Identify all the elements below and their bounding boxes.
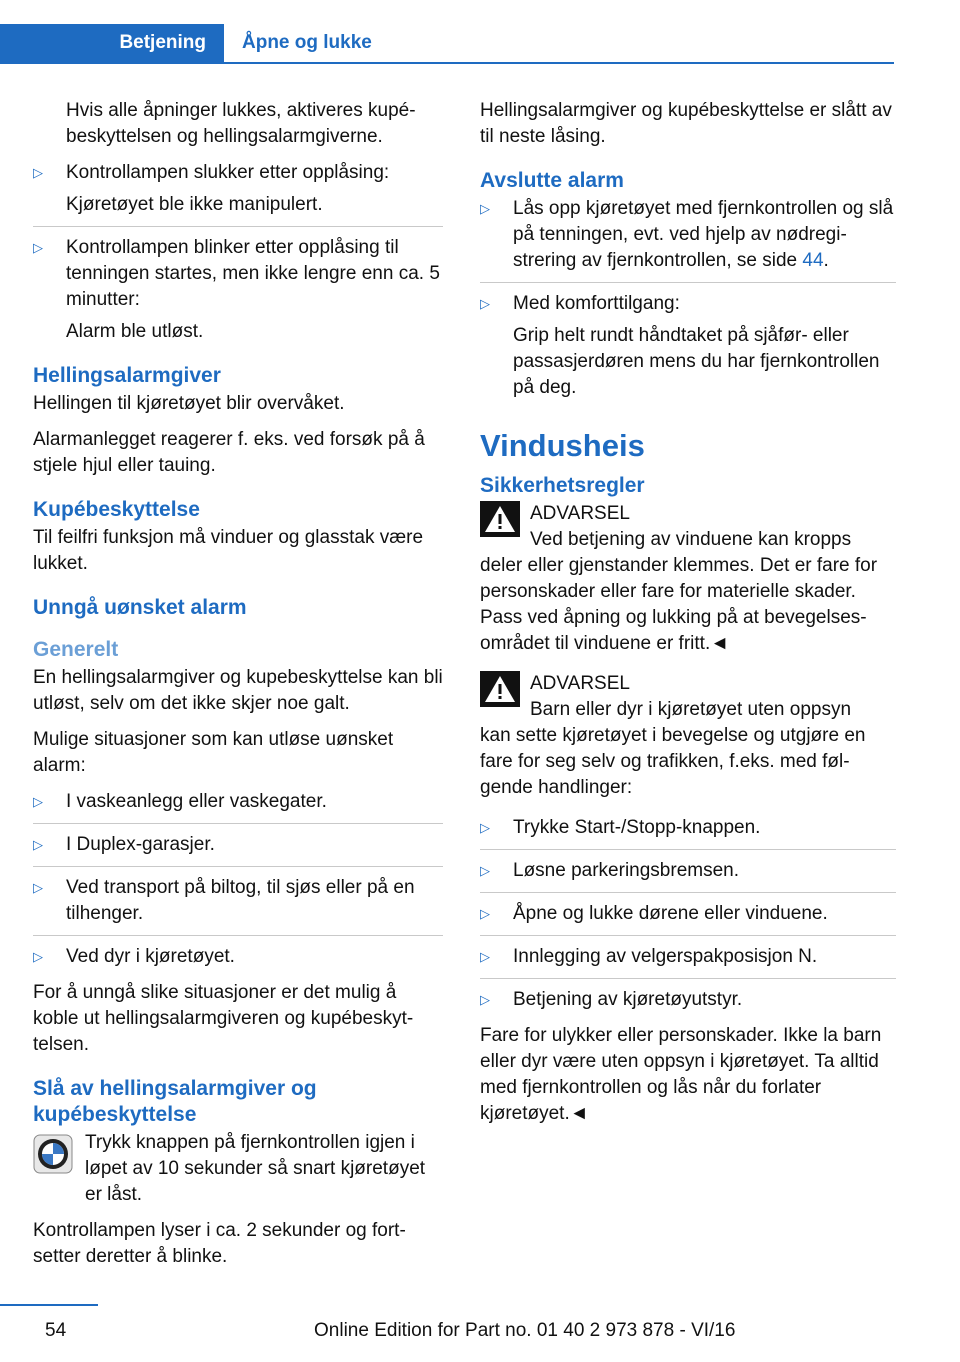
triangle-right-icon: ▷ <box>480 820 490 835</box>
left-column <box>33 98 443 1280</box>
triangle-right-icon: ▷ <box>480 296 490 311</box>
list-item-text: Ved transport på biltog, til sjøs eller på en tilhenger. <box>66 877 415 924</box>
list-item <box>480 815 896 850</box>
triangle-right-icon: ▷ <box>33 165 43 180</box>
triangle-right-icon: ▷ <box>33 794 43 809</box>
triangle-right-icon: ▷ <box>33 240 43 255</box>
list-item <box>33 832 443 867</box>
list-item-subtext: Alarm ble utløst. <box>66 321 204 342</box>
page-header <box>0 24 894 64</box>
triangle-right-icon: ▷ <box>33 949 43 964</box>
list-item <box>480 858 896 893</box>
warning-title: ADVARSEL <box>530 503 630 524</box>
heading-vindusheis: Vindusheis <box>480 428 645 463</box>
list-item-text-end: . <box>823 250 829 271</box>
warning-triangle-icon <box>480 501 520 537</box>
list-item <box>33 160 443 227</box>
list-item-text: I vaskeanlegg eller vaskegater. <box>66 791 327 812</box>
list-item-subtext: Grip helt rundt håndtaket på sjåfør- eller passasjerdøren mens du har fjernkontrollen på deg. <box>513 325 880 398</box>
list-item <box>33 789 443 824</box>
list-item-subtext: Kjøretøyet ble ikke manipulert. <box>66 194 323 215</box>
footer-rule <box>0 1304 98 1306</box>
list-item-text: Ved dyr i kjøretøyet. <box>66 946 235 967</box>
paragraph: Alarmanlegget reagerer f. eks. ved forsøk på å stjele hjul eller tauing. <box>33 429 425 476</box>
triangle-right-icon: ▷ <box>480 949 490 964</box>
paragraph: Kontrollampen lyser i ca. 2 sekunder og fortsetter deretter å blinke. <box>33 1220 406 1267</box>
list-item <box>480 901 896 936</box>
section-tab-betjening <box>0 24 224 62</box>
heading-unnga-uonsket-alarm: Unngå uønsket alarm <box>33 596 247 619</box>
paragraph: Mulige situasjoner som kan utløse uønsket alarm: <box>33 729 394 776</box>
warning-text: Barn eller dyr i kjøretøyet uten oppsyn <box>530 699 852 720</box>
warning-block <box>480 501 896 657</box>
list-item <box>480 291 896 401</box>
heading-avslutte-alarm: Avslutte alarm <box>480 169 624 192</box>
heading-sla-av: Slå av hellingsalarmgiver og kupébeskyttelse <box>33 1077 317 1126</box>
intro-paragraph: Hvis alle åpninger lukkes, aktiveres kupébeskyttelsen og hellingsalarmgiverne. <box>66 100 416 147</box>
list-item <box>33 944 443 970</box>
paragraph: For å unngå slike situasjoner er det mulig å koble ut hellingsalarmgiveren og kupébeskyttelsen. <box>33 982 414 1055</box>
footer-edition: Online Edition for Part no. 01 40 2 973 878 - VI/16 <box>314 1320 736 1341</box>
triangle-right-icon: ▷ <box>33 880 43 895</box>
list-item-text: Trykke Start-/Stopp-knappen. <box>513 817 761 838</box>
list-item <box>33 235 443 345</box>
list-item-text: Kontrollampen blinker etter opplåsing til tenningen startes, men ikke lengre enn ca. 5 minutter: <box>66 237 440 310</box>
warning-text: Ved betjening av vinduene kan kropps <box>530 529 852 550</box>
paragraph: Til feilfri funksjon må vinduer og glasstak være lukket. <box>33 527 424 574</box>
triangle-right-icon: ▷ <box>480 992 490 1007</box>
page-number: 54 <box>45 1320 67 1341</box>
list-item <box>480 196 896 283</box>
warning-text: kan sette kjøretøyet i bevegelse og utgjøre en fare for seg selv og trafikken, f.eks. med følgende handlinger: <box>480 725 866 798</box>
list-item-text: Med komforttilgang: <box>513 293 680 314</box>
remote-instruction <box>33 1130 443 1208</box>
section-tab-label: Betjening <box>119 32 206 53</box>
triangle-right-icon: ▷ <box>480 201 490 216</box>
chapter-tab-apne-og-lukke: Åpne og lukke <box>242 32 372 53</box>
warning-title: ADVARSEL <box>530 673 630 694</box>
heading-kupebeskyttelse: Kupébeskyttelse <box>33 498 200 521</box>
list-item-text: Kontrollampen slukker etter opplåsing: <box>66 162 390 183</box>
paragraph: Hellingsalarmgiver og kupébeskyttelse er slått av til neste låsing. <box>480 100 892 147</box>
heading-sikkerhetsregler: Sikkerhetsregler <box>480 474 645 497</box>
triangle-right-icon: ▷ <box>480 863 490 878</box>
paragraph: Hellingen til kjøretøyet blir overvåket. <box>33 393 345 414</box>
paragraph: En hellingsalarmgiver og kupebeskyttelse kan bli utløst, selv om det ikke skjer noe galt. <box>33 667 443 714</box>
heading-generelt: Generelt <box>33 638 119 661</box>
list-item-text: Løsne parkeringsbremsen. <box>513 860 739 881</box>
right-column <box>480 98 896 1137</box>
warning-block <box>480 671 896 801</box>
list-item-text: Betjening av kjøretøyutstyr. <box>513 989 743 1010</box>
paragraph: Fare for ulykker eller personskader. Ikke la barn eller dyr være uten oppsyn i kjøretøyet. Ta alltid med fjernkontrollen og lås når du forlater kjøretøyet.◄ <box>480 1025 882 1124</box>
list-item-text: Lås opp kjøretøyet med fjernkontrollen og slå på tenningen, evt. ved hjelp av nødregistrering av fjernkontrollen, se side <box>513 198 894 271</box>
warning-text: deler eller gjenstander klemmes. Det er fare for personskader eller fare for materielle skader. Pass ved åpning og lukking på at bevegelsesområdet til vinduene er fritt.◄ <box>480 555 878 654</box>
warning-triangle-icon <box>480 671 520 707</box>
triangle-right-icon: ▷ <box>480 906 490 921</box>
page-link[interactable]: 44 <box>802 250 824 271</box>
list-item <box>33 875 443 936</box>
list-item <box>480 987 896 1013</box>
list-item-text: Åpne og lukke dørene eller vinduene. <box>513 903 828 924</box>
paragraph: Trykk knappen på fjernkontrollen igjen i løpet av 10 sekunder så snart kjøretøyet er låst. <box>85 1132 426 1205</box>
list-item <box>480 944 896 979</box>
list-item-text: Innlegging av velgerspakposisjon N. <box>513 946 818 967</box>
triangle-right-icon: ▷ <box>33 837 43 852</box>
heading-hellingsalarmgiver: Hellingsalarmgiver <box>33 364 221 387</box>
list-item-text: I Duplex-garasjer. <box>66 834 215 855</box>
